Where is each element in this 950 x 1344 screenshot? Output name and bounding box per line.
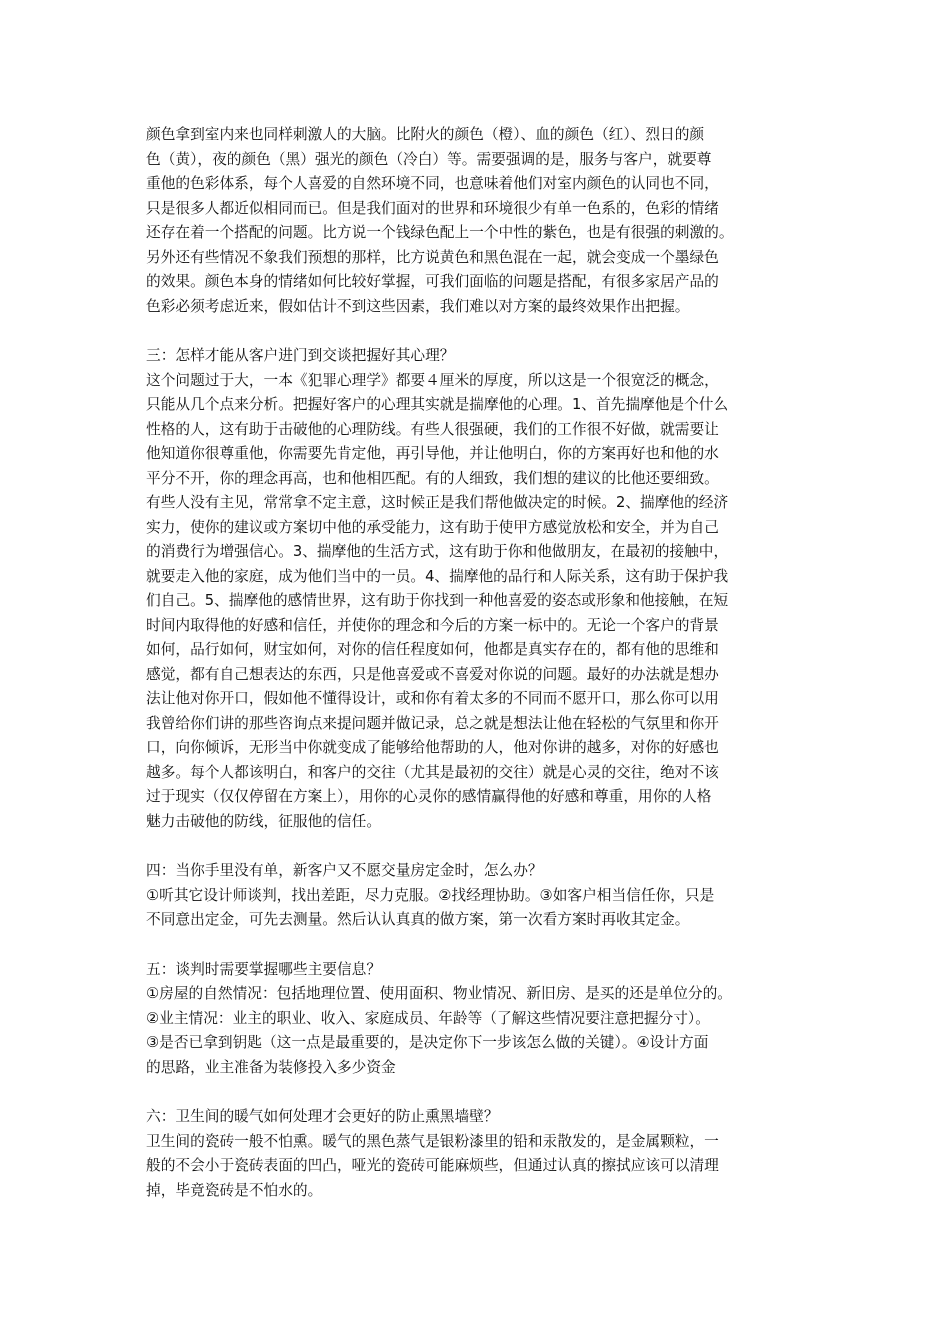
text-line: 不同意出定金，可先去测量。然后认认真真的做方案，第一次看方案时再收其定金。 [146, 911, 690, 928]
text-line: 重他的色彩体系，每个人喜爱的自然环境不同，也意味着他们对室内颜色的认同也不同， [146, 175, 719, 192]
text-line: 他知道你很尊重他，你需要先肯定他，再引导他，并让他明白，你的方案再好也和他的水 [146, 445, 719, 462]
document-body [146, 123, 816, 1203]
text-line: 越多。每个人都该明白，和客户的交往（尤其是最初的交往）就是心灵的交往，绝对不该 [146, 763, 719, 781]
paragraph-1 [146, 123, 816, 319]
text-line: 只能从几个点来分析。把握好客户的心理其实就是揣摩他的心理。1、首先揣摩他是个什么 [146, 396, 729, 413]
text-line: 时间内取得他的好感和信任，并使你的理念和今后的方案一标中的。无论一个客户的背景 [146, 616, 719, 634]
text-line: 的消费行为增强信心。3、揣摩他的生活方式，这有助于你和他做朋友，在最初的接触中， [146, 543, 729, 560]
text-line: 五：谈判时需要掌握哪些主要信息？ [146, 960, 382, 978]
text-line: 就要走入他的家庭，成为他们当中的一员。4、揣摩他的品行和人际关系，这有助于保护我 [146, 567, 729, 585]
text-line: 掉，毕竟瓷砖是不怕水的。 [146, 1181, 323, 1199]
text-line: 感觉，都有自己想表达的东西，只是他喜爱或不喜爱对你说的问题。最好的办法就是想办 [146, 665, 719, 683]
text-line: 只是很多人都近似相同而已。但是我们面对的世界和环境很少有单一色系的，色彩的情绪 [146, 199, 719, 217]
text-line: 三：怎样才能从客户进门到交谈把握好其心理？ [146, 347, 455, 364]
text-line: ①听其它设计师谈判，找出差距，尽力克服。②找经理协助。③如客户相当信任你，只是 [146, 886, 715, 904]
text-line: 们自己。5、揣摩他的感情世界，这有助于你找到一种他喜爱的姿态或形象和他接触，在短 [146, 592, 729, 609]
text-line: 的思路，业主准备为装修投入多少资金 [146, 1058, 396, 1076]
text-line: 性格的人，这有助于击破他的心理防线。有些人很强硬，我们的工作很不好做，就需要让 [146, 420, 719, 438]
paragraph-2 [146, 344, 816, 834]
text-line: 六：卫生间的暖气如何处理才会更好的防止熏黑墙壁？ [146, 1108, 499, 1125]
paragraph-gap [146, 1080, 816, 1105]
text-line: 颜色拿到室内来也同样刺激人的大脑。比附火的颜色（橙）、血的颜色（红）、烈日的颜 [146, 126, 705, 143]
text-line: 口，向你倾诉，无形当中你就变成了能够给他帮助的人，他对你讲的越多，对你的好感也 [146, 739, 719, 756]
paragraph-5 [146, 1105, 816, 1203]
paragraph-3 [146, 859, 816, 933]
text-line: 我曾给你们讲的那些咨询点来提问题并做记录，总之就是想法让他在轻松的气氛里和你开 [146, 714, 719, 732]
text-line: 法让他对你开口，假如他不懂得设计，或和你有着太多的不同而不愿开口，那么你可以用 [146, 690, 719, 707]
text-line: 卫生间的瓷砖一般不怕熏。暖气的黑色蒸气是银粉漆里的铅和汞散发的，是金属颗粒，一 [146, 1132, 719, 1150]
text-line: 的效果。颜色本身的情绪如何比较好掌握，可我们面临的问题是搭配，有很多家居产品的 [146, 273, 719, 290]
text-line: 色彩必须考虑近来，假如估计不到这些因素，我们难以对方案的最终效果作出把握。 [146, 297, 690, 315]
text-line: 般的不会小于瓷砖表面的凹凸，哑光的瓷砖可能麻烦些，但通过认真的擦拭应该可以清理 [146, 1157, 719, 1174]
text-line: 实力，使你的建议或方案切中他的承受能力，这有助于使甲方感觉放松和安全，并为自己 [146, 518, 719, 536]
text-line: 如何，品行如何，财宝如何，对你的信任程度如何，他都是真实存在的，都有他的思维和 [146, 641, 719, 658]
text-line: 还存在着一个搭配的问题。比方说一个钱绿色配上一个中性的紫色，也是有很强的刺激的。 [146, 224, 734, 241]
text-line: 平分不开，你的理念再高，也和他相匹配。有的人细致，我们想的建议的比他还要细致。 [146, 469, 719, 487]
paragraph-gap [146, 319, 816, 344]
text-line: 四：当你手里没有单，新客户又不愿交量房定金时，怎么办？ [146, 862, 543, 879]
text-line: 魅力击破他的防线，征服他的信任。 [146, 812, 382, 830]
text-line: 过于现实（仅仅停留在方案上），用你的心灵你的感情赢得他的好感和尊重，用你的人格 [146, 788, 712, 805]
paragraph-4 [146, 958, 816, 1081]
text-line: 这个问题过于大，一本《犯罪心理学》都要４厘米的厚度，所以这是一个很宽泛的概念， [146, 371, 719, 389]
text-line: 另外还有些情况不象我们预想的那样，比方说黄色和黑色混在一起，就会变成一个墨绿色 [146, 248, 719, 266]
text-line: ①房屋的自然情况：包括地理位置、使用面积、物业情况、新旧房、是买的还是单位分的。 [146, 985, 732, 1002]
text-line: 色（黄），夜的颜色（黑）强光的颜色（冷白）等。需要强调的是，服务与客户，就要尊 [146, 150, 712, 168]
text-line: 有些人没有主见，常常拿不定主意，这时候正是我们帮他做决定的时候。2、揣摩他的经济 [146, 494, 729, 511]
paragraph-gap [146, 834, 816, 859]
text-line: ③是否已拿到钥匙（这一点是最重要的，是决定你下一步该怎么做的关键）。④设计方面 [146, 1034, 709, 1051]
text-line: ②业主情况：业主的职业、收入、家庭成员、年龄等（了解这些情况要注意把握分寸）。 [146, 1009, 710, 1027]
paragraph-gap [146, 933, 816, 958]
